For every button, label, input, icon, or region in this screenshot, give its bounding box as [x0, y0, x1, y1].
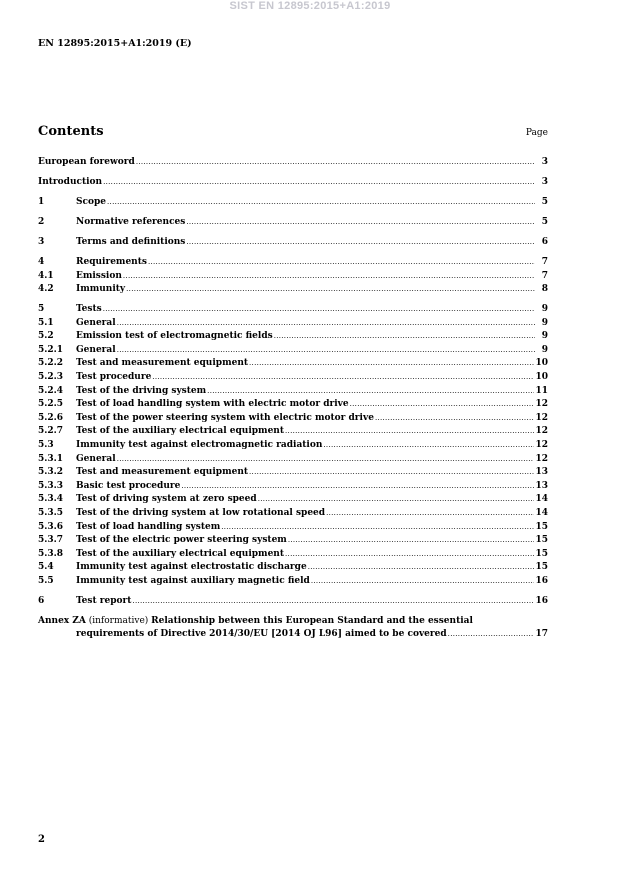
toc-entry[interactable]: [38, 493, 548, 507]
leader-dots: [103, 303, 535, 317]
leader-dots: [375, 412, 535, 426]
toc-number: 1: [38, 196, 45, 207]
toc-title: European foreword: [38, 157, 135, 167]
toc-page: 12: [535, 399, 548, 410]
toc-page: 3: [541, 176, 548, 187]
toc-number: 5: [38, 304, 45, 315]
leader-dots: [323, 439, 534, 453]
toc-number: 5.3: [38, 440, 54, 451]
leader-dots: [249, 466, 534, 480]
leader-dots: [258, 493, 535, 507]
toc-number: 5.3.6: [38, 521, 64, 532]
contents-title: Contents: [38, 124, 104, 139]
toc-title: Test of the electric power steering system: [76, 535, 287, 546]
leader-dots: [207, 385, 534, 399]
toc-number: 2: [38, 216, 45, 227]
leader-dots: [117, 344, 535, 358]
leader-dots: [326, 507, 534, 521]
toc-title: Scope: [76, 196, 107, 207]
toc-number: 5.3.3: [38, 480, 64, 491]
toc-page: 5: [541, 196, 548, 207]
toc-entry[interactable]: [38, 507, 548, 521]
toc-title: Terms and definitions: [76, 236, 186, 247]
toc-title: Test of the auxiliary electrical equipment: [76, 426, 285, 437]
document-id: EN 12895:2015+A1:2019 (E): [38, 38, 192, 49]
toc-page: 15: [535, 521, 548, 532]
toc-entry[interactable]: [38, 317, 548, 331]
toc-number: 5.5: [38, 575, 54, 586]
toc-page: 12: [535, 453, 548, 464]
leader-dots: [126, 283, 535, 297]
toc-entry[interactable]: [38, 466, 548, 480]
annex-title-line2: requirements of Directive 2014/30/EU [2014 OJ L96] aimed to be covered: [76, 629, 447, 640]
toc-title: General: [76, 344, 116, 355]
toc-entry[interactable]: [38, 453, 548, 467]
toc-number: 5.2.5: [38, 399, 64, 410]
toc-page: 12: [535, 426, 548, 437]
leader-dots: [221, 521, 534, 535]
toc-number: 4: [38, 256, 45, 267]
leader-dots: [308, 561, 535, 575]
toc-number: 5.2.4: [38, 385, 64, 396]
toc-title: Test of the auxiliary electrical equipment: [76, 548, 285, 559]
page-column-label: Page: [525, 128, 548, 138]
toc-title: Test of load handling system with electric motor drive: [76, 399, 349, 410]
toc-title: Normative references: [76, 216, 186, 227]
toc-entry[interactable]: [38, 398, 548, 412]
toc-number: 4.1: [38, 270, 54, 281]
toc-page: 3: [541, 157, 548, 167]
toc-number: 5.3.7: [38, 535, 64, 546]
toc-title: Requirements: [76, 256, 147, 267]
toc-number: 5.3.8: [38, 548, 64, 559]
leader-dots: [186, 236, 535, 250]
leader-dots: [285, 425, 534, 439]
leader-dots: [186, 216, 535, 230]
toc-title: Emission: [76, 270, 122, 281]
toc-number: 3: [38, 236, 45, 247]
toc-entry[interactable]: [38, 256, 548, 270]
toc-title: Test and measurement equipment: [76, 467, 249, 478]
leader-dots: [311, 575, 535, 589]
leader-dots: [249, 357, 534, 371]
leader-dots: [448, 628, 535, 642]
toc-page: 15: [535, 535, 548, 546]
toc-page: 8: [541, 284, 548, 295]
leader-dots: [103, 176, 535, 190]
toc-page: 13: [535, 480, 548, 491]
leader-dots: [123, 270, 535, 284]
toc-number: 5.2.6: [38, 412, 64, 423]
toc-title: Test of the driving system at low rotational speed: [76, 508, 326, 518]
leader-dots: [288, 534, 535, 548]
annex-label: Annex ZA: [38, 615, 86, 626]
toc-page: 15: [535, 562, 548, 573]
toc-page: 7: [541, 256, 548, 267]
toc-page: 9: [541, 317, 548, 328]
toc-page: 14: [535, 508, 548, 518]
toc-entry[interactable]: [38, 357, 548, 371]
toc-title: Basic test procedure: [76, 480, 181, 491]
toc-entry[interactable]: [38, 561, 548, 575]
toc-number: 5.2.2: [38, 358, 64, 369]
toc-entry[interactable]: [38, 595, 548, 609]
toc-page: 9: [541, 304, 548, 315]
table-of-contents: [38, 156, 548, 642]
toc-page: 10: [535, 372, 548, 383]
toc-number: 4.2: [38, 284, 54, 295]
toc-title: Test of load handling system: [76, 521, 221, 532]
toc-entry[interactable]: [38, 439, 548, 453]
toc-entry[interactable]: [38, 176, 548, 190]
toc-entry[interactable]: [38, 270, 548, 284]
toc-entry[interactable]: [38, 283, 548, 297]
toc-entry[interactable]: [38, 156, 548, 170]
toc-number: 5.3.1: [38, 453, 64, 464]
leader-dots: [148, 256, 535, 270]
toc-number: 5.4: [38, 562, 54, 573]
page-number: 2: [38, 834, 45, 845]
toc-title: Tests: [76, 304, 102, 315]
toc-page: 14: [535, 494, 548, 505]
toc-annex-entry[interactable]: [38, 615, 548, 629]
toc-entry[interactable]: [38, 196, 548, 210]
toc-entry[interactable]: [38, 216, 548, 230]
annex-title-line1: Relationship between this European Standard and the essential: [151, 615, 473, 626]
toc-page: 5: [541, 216, 548, 227]
toc-entry[interactable]: [38, 521, 548, 535]
leader-dots: [274, 330, 535, 344]
toc-annex-entry-continued[interactable]: [38, 628, 548, 642]
toc-title: Test report: [76, 595, 132, 606]
toc-title: Test and measurement equipment: [76, 358, 249, 369]
annex-page: 17: [535, 629, 548, 640]
toc-title: Introduction: [38, 176, 103, 187]
leader-dots: [350, 398, 535, 412]
toc-title: General: [76, 453, 116, 464]
toc-page: 16: [535, 575, 548, 586]
toc-title: Immunity test against electromagnetic radiation: [76, 440, 323, 451]
toc-page: 7: [541, 270, 548, 281]
toc-page: 13: [535, 467, 548, 478]
toc-page: 11: [535, 385, 548, 396]
toc-title: Test of the driving system: [76, 385, 207, 396]
annex-qualifier: (informative): [88, 615, 149, 626]
toc-number: 5.2: [38, 331, 54, 342]
toc-title: Test procedure: [76, 372, 152, 383]
toc-entry[interactable]: [38, 344, 548, 358]
toc-number: 5.3.4: [38, 494, 64, 505]
toc-entry[interactable]: [38, 412, 548, 426]
toc-number: 5.2.3: [38, 372, 64, 383]
toc-number: 5.3.5: [38, 508, 64, 518]
toc-page: 10: [535, 358, 548, 369]
leader-dots: [136, 156, 535, 170]
toc-number: 5.1: [38, 317, 54, 328]
toc-page: 9: [541, 344, 548, 355]
toc-entry[interactable]: [38, 330, 548, 344]
toc-title: Immunity test against auxiliary magnetic field: [76, 575, 310, 586]
toc-page: 12: [535, 412, 548, 423]
leader-dots: [152, 371, 534, 385]
toc-entry[interactable]: [38, 480, 548, 494]
toc-page: 9: [541, 331, 548, 342]
toc-entry[interactable]: [38, 385, 548, 399]
toc-number: 5.2.7: [38, 426, 64, 437]
toc-entry[interactable]: [38, 548, 548, 562]
toc-title: Immunity: [76, 284, 126, 295]
toc-entry[interactable]: [38, 371, 548, 385]
toc-entry[interactable]: [38, 534, 548, 548]
leader-dots: [117, 317, 535, 331]
toc-title: Immunity test against electrostatic discharge: [76, 562, 307, 573]
toc-entry[interactable]: [38, 575, 548, 589]
toc-number: 6: [38, 595, 45, 606]
toc-entry[interactable]: [38, 236, 548, 250]
leader-dots: [132, 595, 534, 609]
toc-page: 16: [535, 595, 548, 606]
toc-entry[interactable]: [38, 425, 548, 439]
leader-dots: [285, 548, 534, 562]
leader-dots: [117, 453, 535, 467]
toc-title: Emission test of electromagnetic fields: [76, 331, 273, 342]
toc-entry[interactable]: [38, 303, 548, 317]
toc-page: 6: [541, 236, 548, 247]
toc-number: 5.3.2: [38, 467, 64, 478]
toc-title: Test of the power steering system with electric motor drive: [76, 412, 374, 423]
toc-title: General: [76, 317, 116, 328]
toc-number: 5.2.1: [38, 344, 64, 355]
toc-page: 12: [535, 440, 548, 451]
toc-title: Test of driving system at zero speed: [76, 494, 257, 505]
toc-page: 15: [535, 548, 548, 559]
leader-dots: [107, 196, 535, 210]
leader-dots: [181, 480, 534, 494]
watermark: SIST EN 12895:2015+A1:2019: [229, 0, 391, 12]
